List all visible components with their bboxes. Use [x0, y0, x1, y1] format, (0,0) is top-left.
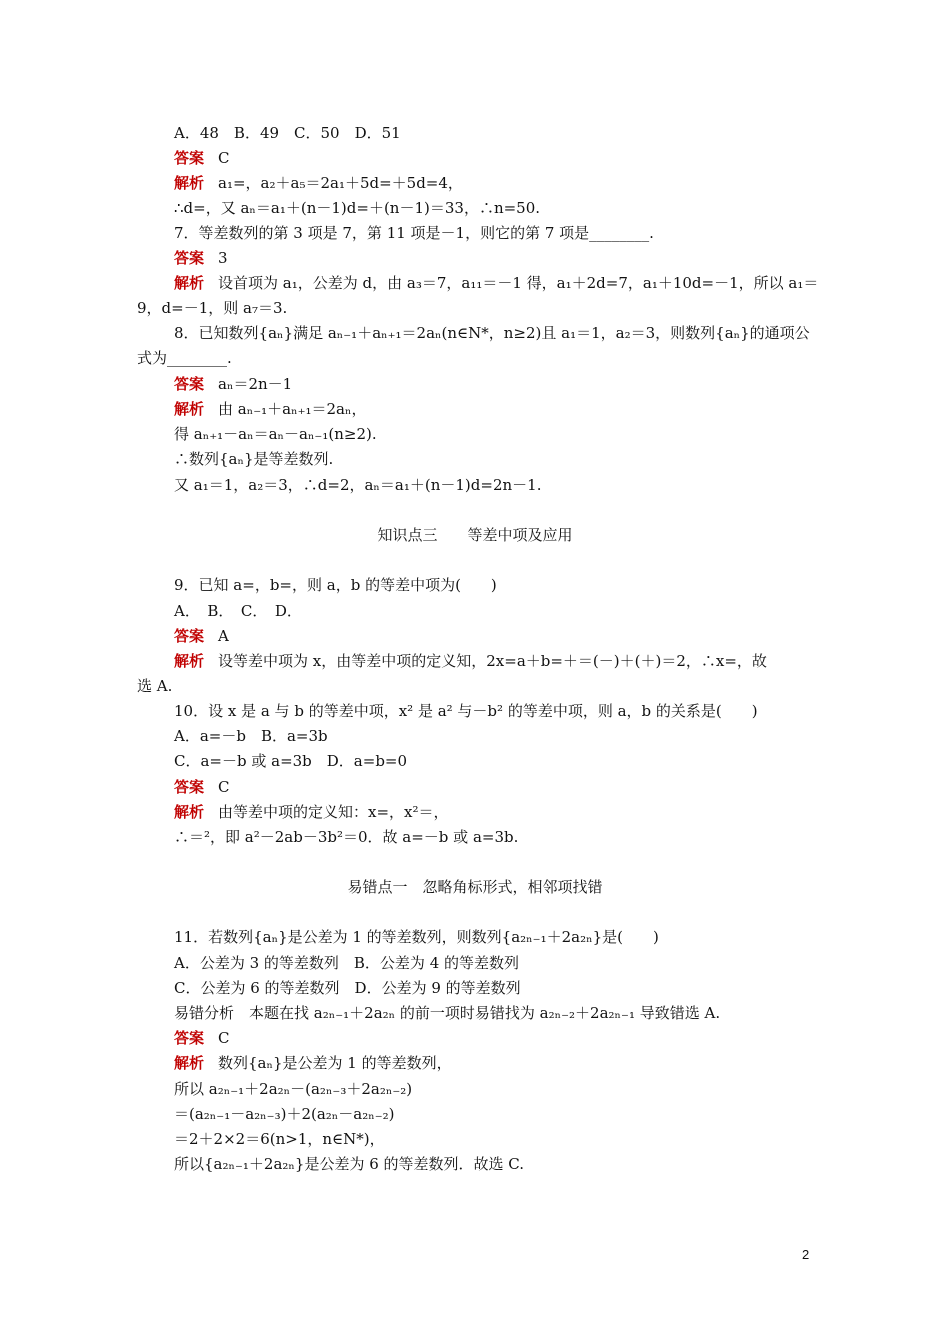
- q11-options-1: A．公差为 3 的等差数列 B．公差为 4 的等差数列: [174, 954, 520, 972]
- answer-line: [174, 626, 824, 646]
- analysis-continuation: 所以{a₂ₙ₋₁＋2a₂ₙ}是公差为 6 的等差数列．故选 C.: [174, 1155, 525, 1173]
- answer-label: 答案: [174, 375, 205, 393]
- analysis-text: 由等差中项的定义知：x=，x²＝，: [218, 803, 449, 821]
- answer-label: 答案: [174, 778, 205, 796]
- analysis-text: 数列{aₙ}是公差为 1 的等差数列，: [218, 1054, 452, 1072]
- analysis-continuation: ∴数列{aₙ}是等差数列.: [174, 450, 334, 468]
- section-heading: 易错点一 忽略角标形式，相邻项找错: [347, 878, 603, 896]
- answer-value: aₙ＝2n－1: [218, 375, 293, 393]
- analysis-line: [174, 651, 824, 671]
- answer-value: 3: [218, 249, 228, 267]
- analysis-text: 设首项为 a₁，公差为 d，由 a₃＝7，a₁₁＝－1 得，a₁＋2d=7，a₁＋10d=－1，所以 a₁＝: [218, 274, 819, 292]
- analysis-text: 由 aₙ₋₁＋aₙ₊₁＝2aₙ，: [218, 400, 367, 418]
- analysis-label: 解析: [174, 803, 205, 821]
- answer-label: 答案: [174, 1029, 205, 1047]
- question-7: 7．等差数列的第 3 项是 7，第 11 项是－1，则它的第 7 项是________.: [174, 224, 654, 242]
- page-number: 2: [802, 1247, 810, 1262]
- q10-options-2: C．a=－b 或 a=3b D．a=b=0: [174, 752, 408, 770]
- answer-value: A: [218, 627, 229, 645]
- answer-label: 答案: [174, 627, 205, 645]
- analysis-continuation: 选 A.: [137, 677, 173, 695]
- answer-line: [174, 148, 824, 168]
- q9-options: A． B． C． D．: [174, 602, 302, 620]
- analysis-text: a₁=，a₂＋a₅＝2a₁＋5d=＋5d=4，: [218, 174, 463, 192]
- answer-label: 答案: [174, 249, 205, 267]
- answer-line: [174, 1028, 824, 1048]
- analysis-continuation: 又 a₁＝1，a₂＝3，∴d=2，aₙ＝a₁＋(n－1)d=2n－1.: [174, 476, 542, 494]
- answer-line: [174, 374, 824, 394]
- analysis-label: 解析: [174, 652, 205, 670]
- question-11: 11．若数列{aₙ}是公差为 1 的等差数列，则数列{a₂ₙ₋₁＋2a₂ₙ}是( ): [174, 928, 659, 946]
- question-8-continuation: 式为________.: [137, 349, 232, 367]
- question-9: 9．已知 a=，b=，则 a，b 的等差中项为( ): [174, 576, 497, 594]
- analysis-label: 解析: [174, 400, 205, 418]
- analysis-continuation: ∴＝²，即 a²－2ab－3b²＝0．故 a=－b 或 a=3b.: [174, 828, 519, 846]
- analysis-line: [174, 273, 824, 293]
- answer-line: [174, 777, 824, 797]
- analysis-line: [174, 1053, 824, 1073]
- q11-options-2: C．公差为 6 的等差数列 D．公差为 9 的等差数列: [174, 979, 521, 997]
- analysis-label: 解析: [174, 1054, 205, 1072]
- analysis-label: 解析: [174, 274, 205, 292]
- question-10: 10．设 x 是 a 与 b 的等差中项，x² 是 a² 与－b² 的等差中项，则 a，b 的关系是( ): [174, 702, 758, 720]
- analysis-continuation: 得 aₙ₊₁－aₙ＝aₙ－aₙ₋₁(n≥2).: [174, 425, 377, 443]
- answer-value: C: [218, 1029, 230, 1047]
- error-analysis: 易错分析 本题在找 a₂ₙ₋₁＋2a₂ₙ 的前一项时易错找为 a₂ₙ₋₂＋2a₂ₙ₋₁ 导致错选 A.: [174, 1004, 721, 1022]
- analysis-line: [174, 173, 824, 193]
- analysis-continuation: ∴d=，又 aₙ＝a₁＋(n－1)d=＋(n－1)＝33，∴n=50.: [174, 199, 541, 217]
- answer-line: [174, 248, 824, 268]
- q10-options-1: A．a=－b B．a=3b: [174, 727, 328, 745]
- analysis-line: [174, 399, 824, 419]
- analysis-line: [174, 802, 824, 822]
- analysis-continuation: 9，d=－1，则 a₇＝3.: [137, 299, 288, 317]
- analysis-continuation: 所以 a₂ₙ₋₁＋2a₂ₙ－(a₂ₙ₋₃＋2a₂ₙ₋₂): [174, 1080, 413, 1098]
- q6-options: A．48 B．49 C．50 D．51: [174, 124, 401, 142]
- question-8: 8．已知数列{aₙ}满足 aₙ₋₁＋aₙ₊₁＝2aₙ(n∈N*，n≥2)且 a₁＝1，a₂＝3，则数列{aₙ}的通项公: [174, 324, 810, 342]
- analysis-label: 解析: [174, 174, 205, 192]
- answer-value: C: [218, 149, 230, 167]
- analysis-continuation: ＝2＋2×2＝6(n>1，n∈N*)，: [174, 1130, 385, 1148]
- answer-label: 答案: [174, 149, 205, 167]
- section-heading: 知识点三 等差中项及应用: [377, 526, 573, 544]
- analysis-text: 设等差中项为 x，由等差中项的定义知，2x=a＋b=＋＝(－)＋(＋)＝2，∴x=，故: [218, 652, 767, 670]
- analysis-continuation: ＝(a₂ₙ₋₁－a₂ₙ₋₃)＋2(a₂ₙ－a₂ₙ₋₂): [174, 1105, 395, 1123]
- answer-value: C: [218, 778, 230, 796]
